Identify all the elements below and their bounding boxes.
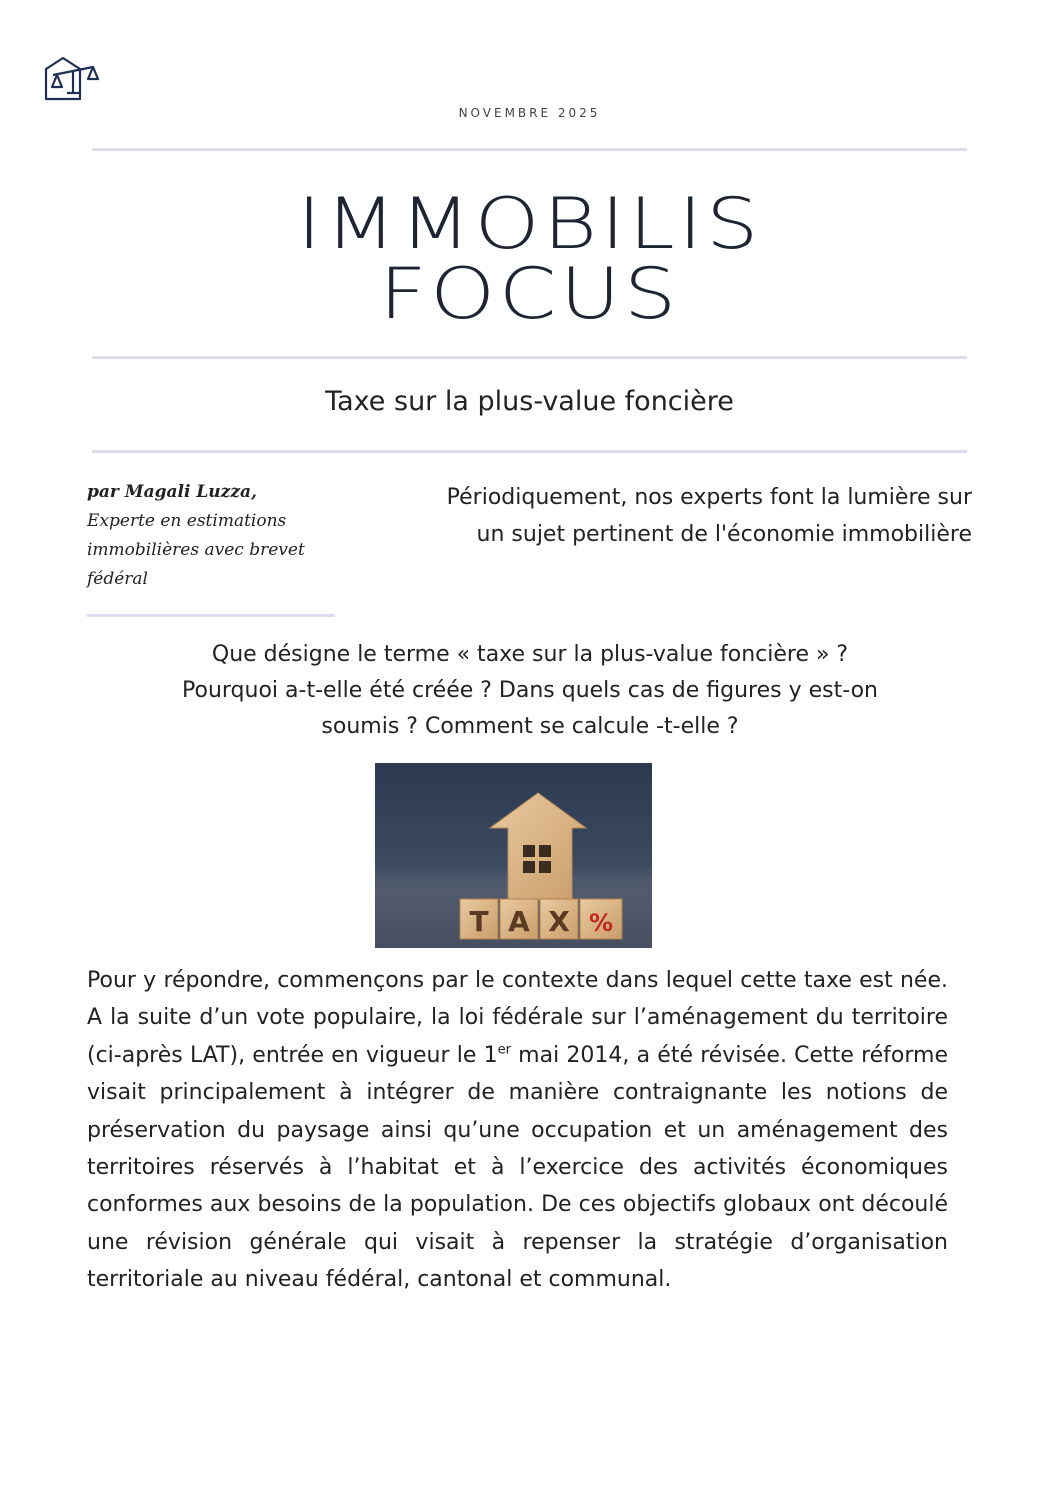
house-scale-icon bbox=[43, 55, 107, 103]
question-line: Pourquoi a-t-elle été créée ? Dans quels cas de figures y est-on bbox=[182, 678, 878, 703]
tax-house-image bbox=[375, 763, 652, 948]
author-block bbox=[87, 478, 337, 594]
intro-line: Périodiquement, nos experts font la lumière sur bbox=[446, 485, 972, 510]
author-role-line: fédéral bbox=[87, 569, 148, 589]
intro-line: un sujet pertinent de l'économie immobilière bbox=[476, 522, 972, 547]
block-letter: T bbox=[469, 905, 489, 938]
divider bbox=[92, 148, 967, 151]
block-letter: A bbox=[508, 905, 530, 938]
block-letter: % bbox=[588, 909, 614, 937]
page-title-line2: FOCUS bbox=[379, 253, 680, 335]
author-role-line: immobilières avec brevet bbox=[87, 540, 305, 560]
page-title-line1: IMMOBILIS bbox=[296, 183, 763, 265]
intro-text bbox=[330, 479, 972, 553]
questions-block bbox=[70, 637, 990, 745]
block-letter: X bbox=[548, 905, 570, 938]
body-text-part: Pour y répondre, commençons par le contexte dans lequel cette taxe est née. A la suite d’un vote populaire, la loi fédérale sur l’aménagement du territoire (ci-après LAT), entrée en vigueur le 1 bbox=[87, 968, 948, 1068]
author-name: par Magali Luzza, bbox=[87, 482, 257, 502]
author-divider bbox=[87, 614, 335, 617]
author-role-line: Experte en estimations bbox=[87, 511, 287, 531]
question-line: soumis ? Comment se calcule -t-elle ? bbox=[321, 714, 739, 739]
question-line: Que désigne le terme « taxe sur la plus-value foncière » ? bbox=[211, 642, 849, 667]
issue-date: NOVEMBRE 2025 bbox=[458, 106, 601, 120]
body-paragraph bbox=[87, 962, 948, 1299]
body-text-part: mai 2014, a été révisée. Cette réforme visait principalement à intégrer de manière contraignante les notions de préservation du paysage ainsi qu’une occupation et un aménagement des territoires réservés à l’habitat et à l’exercice des activités économiques conformes aux besoins de la population. De ces objectifs globaux ont découlé une révision générale qui visait à repenser la stratégie d’organisation territoriale au niveau fédéral, cantonal et communal. bbox=[87, 1042, 949, 1293]
divider bbox=[92, 356, 967, 359]
page-subtitle: Taxe sur la plus-value foncière bbox=[325, 386, 734, 417]
divider bbox=[92, 450, 967, 453]
ordinal-suffix: er bbox=[497, 1042, 511, 1058]
